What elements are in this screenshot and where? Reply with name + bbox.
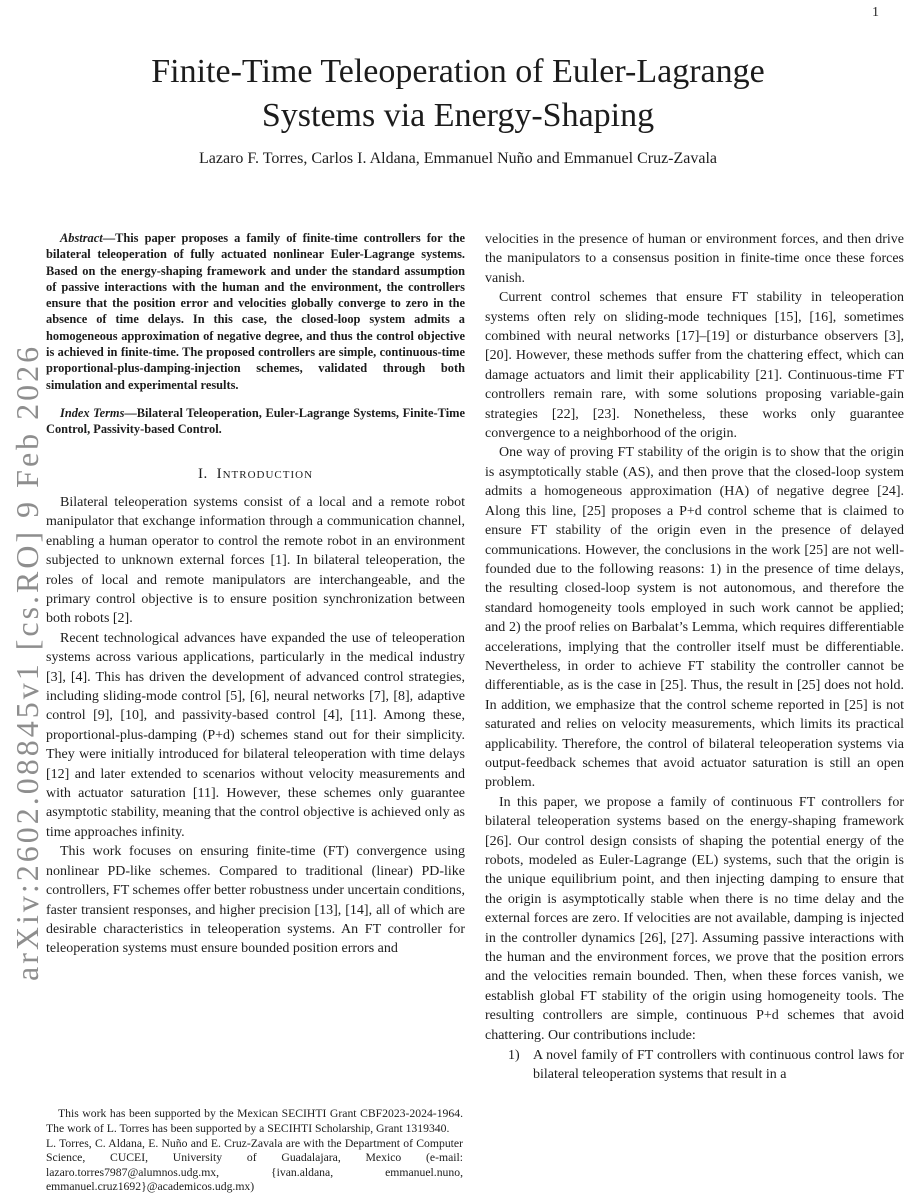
- index-terms-text: —Bilateral Teleoperation, Euler-Lagrange Systems, Finite-Time Control, Passivity-based Control.: [46, 405, 465, 437]
- intro-paragraph-2: Recent technological advances have expanded the use of teleoperation systems across various applications, particularly in the medical industry [3], [4]. This has driven the development of advanced control strategies, including sliding-mode control [5], [6], neural networks [7], [8], adaptive control [9], [10], and passivity-based control [4], [11]. Among these, proportional-plus-damping (P+d) schemes stand out for their simplicity. They were initially introduced for bilateral teleoperation with time delays [12] and later extended to scenarios without velocity measurements and with actuator saturation [11]. However, these schemes only guarantee asymptotic stability, meaning that the control objective is achieved only as time approaches infinity.: [46, 630, 465, 840]
- footnote-affiliation: L. Torres, C. Aldana, E. Nuño and E. Cruz-Zavala are with the Department of Computer Science, CUCEI, University of Guadalajara, Mexico (e-mail: lazaro.torres7987@alumnos.udg.mx, {ivan.aldana, emmanuel.nuno, emmanuel.cruz1692}@academicos.udg.mx): [46, 1136, 463, 1194]
- page-number: 1: [872, 5, 879, 20]
- footnote-funding: This work has been supported by the Mexican SECIHTI Grant CBF2023-2024-1964. The work of L. Torres has been supported by a SECIHTI Scholarship, Grant 1319340.: [46, 1107, 463, 1136]
- contribution-item-1-text: A novel family of FT controllers with continuous control laws for bilateral teleoperation systems that result in a: [533, 1048, 904, 1083]
- right-column: [485, 230, 904, 1197]
- intro-paragraph-4: Current control schemes that ensure FT stability in teleoperation systems often rely on sliding-mode techniques [15], [16], sometimes combined with neural networks [17]–[19] or disturbance observers [3], [20]. However, these methods suffer from the chattering effect, which can damage actuators and limit their applicability [21]. Continuous-time FT controllers remain rare, with some solutions proposing variable-gain strategies [22], [23]. Nonetheless, these works only guarantee convergence to a neighborhood of the origin.: [485, 290, 904, 442]
- intro-paragraph-5: One way of proving FT stability of the origin is to show that the origin is asymptotically stable (AS), and then prove that the closed-loop system admits a homogeneous approximation (HA) of negative degree [24]. Along this line, [25] proposes a P+d control scheme that is claimed to ensure FT stability of the origin even in the presence of delayed communications. However, the conclusions in the work [25] are not well-founded due to the following reasons: 1) in the presence of time delays, the resulting closed-loop system is not autonomous, and therefore the standard homogeneity tools employed in such work cannot be applied; and 2) the proof relies on Barbalat’s Lemma, which requires differentiable accelerations, implying that the controller itself must be differentiable. Nevertheless, in order to achieve FT stability the controller cannot be differentiable, as is the case in [25]. Thus, the result in [25] does not hold. In addition, we emphasize that the control scheme reported in [25] is not saturated and relies on velocity measurements, which limits its practical applicability. Therefore, the control of bilateral teleoperation systems via output-feedback schemes that avoid actuator saturation is still an open problem.: [485, 445, 904, 791]
- intro-paragraph-6: In this paper, we propose a family of continuous FT controllers for bilateral teleoperation systems based on the energy-shaping framework [26]. Our control design consists of shaping the potential energy of the robots, modeled as Euler-Lagrange (EL) systems, such that the origin is the unique equilibrium point, and then injecting damping to ensure that the origin is asymptotically stable when there is no time delay and the external forces are zero. If velocities are not available, damping is injected in the controller dynamics [26], [27]. Assuming passive interactions with the human and the environment forces, we prove that the position errors and the velocities remain bounded. Then, when these forces vanish, we establish global FT stability of the origin using homogeneity tools. The resulting controllers are simple, continuous P+d schemes that avoid chattering. Our contributions include:: [485, 794, 904, 1043]
- intro-paragraph-1: Bilateral teleoperation systems consist of a local and a remote robot manipulator that exchange information through a communication channel, enabling a human operator to control the remote robot in an environment subjected to unknown external forces [1]. In bilateral teleoperation, the roles of local and remote manipulators are interchangeable, and the primary control objective is to ensure position synchronization between both robots [2].: [46, 494, 465, 627]
- abstract: [46, 230, 465, 393]
- section-number: I.: [197, 465, 208, 482]
- left-column: [46, 230, 465, 1197]
- index-terms-lead: Index Terms: [60, 405, 125, 420]
- abstract-text: —This paper proposes a family of finite-time controllers for the bilateral teleoperation of fully actuated nonlinear Euler-Lagrange systems. Based on the energy-shaping framework and under the standard assumption of passive interactions with the human and the environment, the controllers ensure that the position error and velocities globally converge to zero in the absence of time delays. In this case, the closed-loop system admits a homogeneous approximation of negative degree, and thus the control objective is achieved in finite-time. The proposed controllers are simple, continuous-time proportional-plus-damping-injection schemes, validated through both simulation and experimental results.: [46, 231, 465, 392]
- contribution-item-1: [485, 1046, 904, 1085]
- intro-paragraph-3-continued: velocities in the presence of human or environment forces, and then drive the manipulators to a consensus position in finite-time once these forces vanish.: [485, 232, 904, 286]
- author-list: Lazaro F. Torres, Carlos I. Aldana, Emmanuel Nuño and Emmanuel Cruz-Zavala: [198, 150, 718, 167]
- intro-paragraph-3: This work focuses on ensuring finite-time (FT) convergence using nonlinear PD-like schemes. Compared to traditional (linear) PD-like controllers, FT schemes offer better robustness under uncertain conditions, faster transient responses, and higher precision [13], [14], all of which are desirable characteristics in teleoperation systems. An FT controller for teleoperation systems must ensure bounded position errors and: [46, 844, 465, 957]
- section-heading-introduction: [46, 465, 465, 484]
- contribution-item-1-marker: 1): [508, 1048, 520, 1064]
- paper-title-line1: Finite-Time Teleoperation of Euler-Lagrange: [151, 53, 765, 90]
- footnote: [46, 1107, 463, 1195]
- arxiv-watermark: arXiv:2602.08845v1 [cs.RO] 9 Feb 2026: [9, 343, 45, 981]
- abstract-lead: Abstract: [60, 231, 103, 245]
- section-title: Introduction: [216, 465, 314, 482]
- paper-title: [60, 50, 856, 138]
- paper-title-line2: Systems via Energy-Shaping: [261, 97, 655, 134]
- index-terms: [46, 405, 465, 438]
